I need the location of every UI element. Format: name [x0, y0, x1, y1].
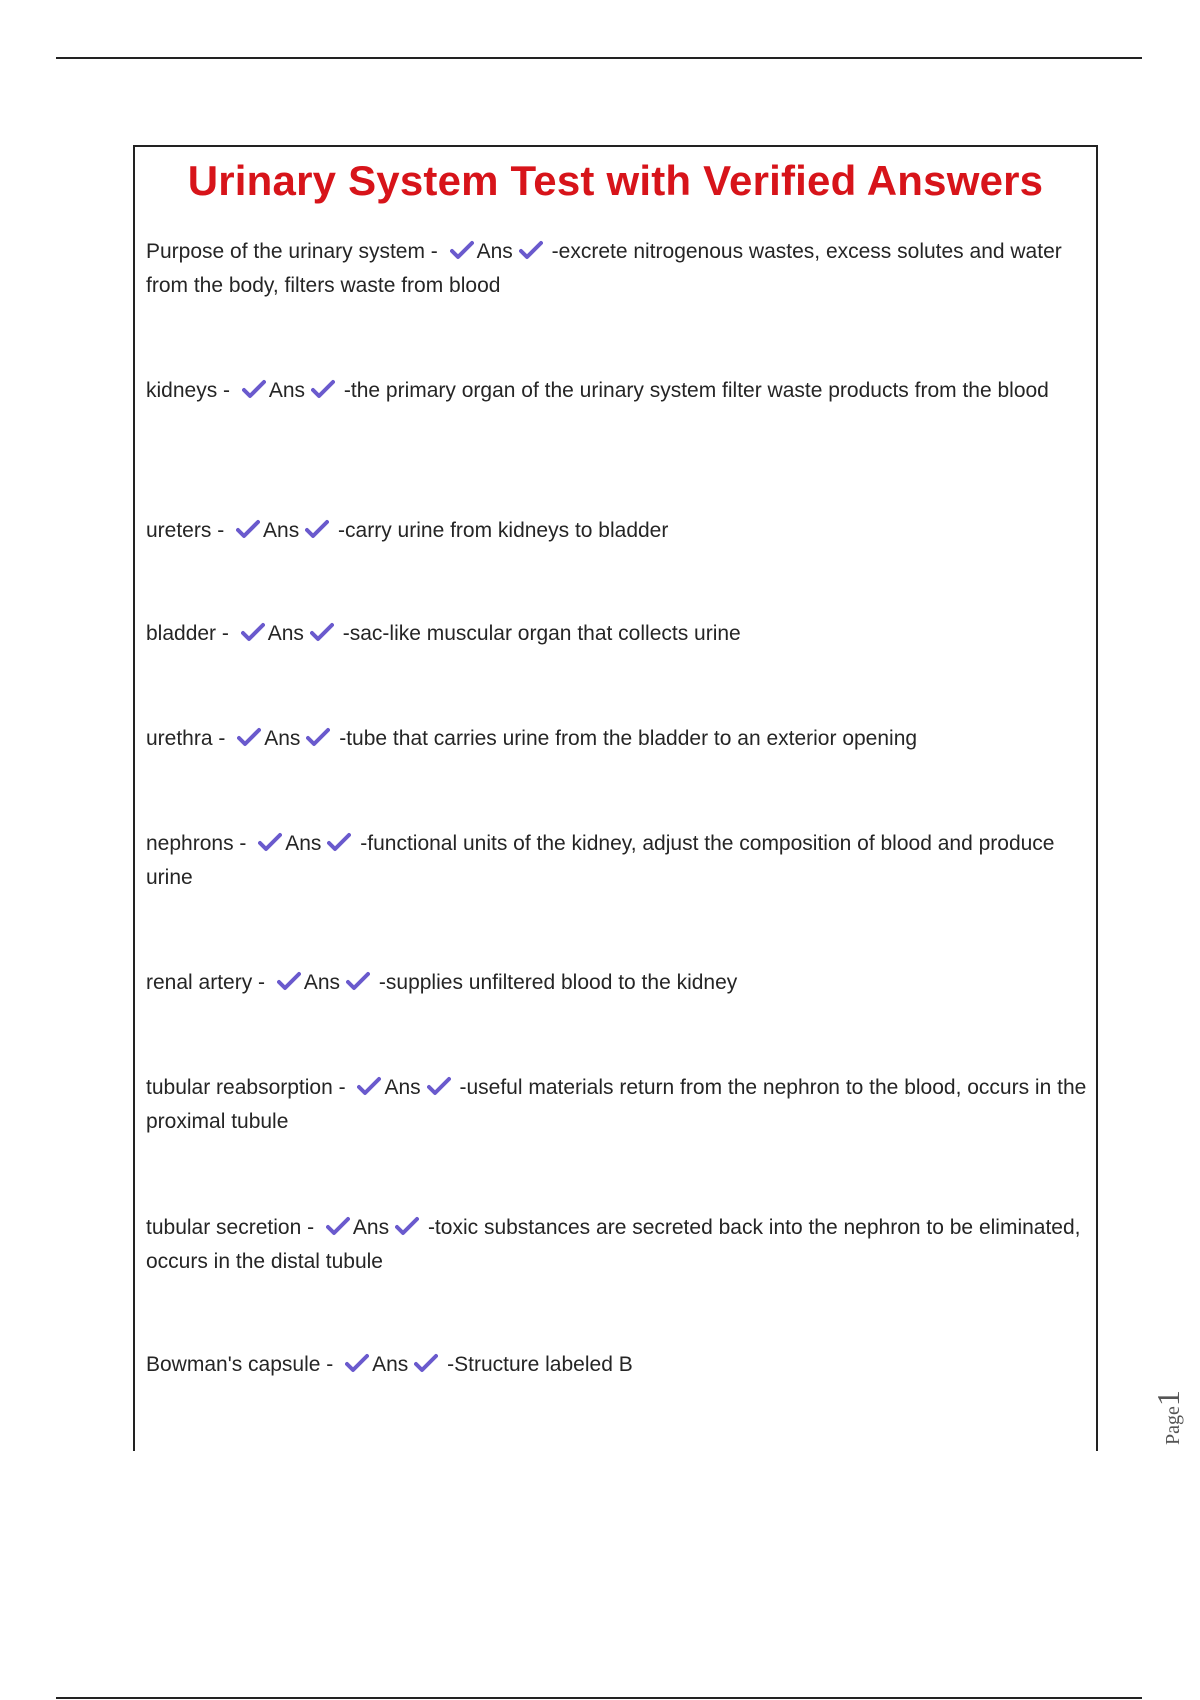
checkmark-icon: [326, 1216, 350, 1236]
qa-term: tubular reabsorption -: [146, 1076, 352, 1099]
qa-term: Purpose of the urinary system -: [146, 240, 444, 263]
qa-item: [146, 514, 1091, 548]
qa-item: [146, 374, 1091, 408]
document-title: Urinary System Test with Verified Answers: [187, 157, 1044, 204]
header-rule: [56, 57, 1142, 59]
checkmark-icon: [346, 971, 370, 991]
qa-item: [146, 827, 1091, 895]
page-number: [1150, 1390, 1187, 1445]
checkmark-icon: [305, 519, 329, 539]
answer-label: Ans: [303, 971, 341, 994]
qa-item: [146, 1211, 1091, 1279]
checkmark-icon: [237, 727, 261, 747]
answer-label: Ans: [352, 1216, 390, 1239]
qa-term: ureters -: [146, 519, 231, 542]
qa-answer: -tube that carries urine from the bladder to an exterior opening: [333, 727, 918, 750]
qa-answer: -supplies unfiltered blood to the kidney: [373, 971, 738, 994]
qa-answer: -functional units of the kidney, adjust the composition of blood and produce urine: [146, 832, 1055, 889]
qa-term: tubular secretion -: [146, 1216, 320, 1239]
qa-item: [146, 722, 1091, 756]
qa-item: [146, 617, 1091, 651]
qa-term: kidneys -: [146, 379, 236, 402]
checkmark-icon: [357, 1076, 381, 1096]
qa-answer: -excrete nitrogenous wastes, excess solutes and water from the body, filters waste from blood: [146, 240, 1062, 297]
checkmark-icon: [277, 971, 301, 991]
qa-item: [146, 966, 1091, 1000]
answer-label: Ans: [264, 727, 301, 750]
footer-rule: [56, 1697, 1142, 1699]
qa-item: [146, 1348, 1091, 1382]
checkmark-icon: [327, 832, 351, 852]
answer-label: Ans: [267, 622, 304, 645]
checkmark-icon: [306, 727, 330, 747]
checkmark-icon: [450, 240, 474, 260]
checkmark-icon: [345, 1353, 369, 1373]
answer-label: Ans: [285, 832, 322, 855]
qa-term: renal artery -: [146, 971, 271, 994]
qa-term: bladder -: [146, 622, 235, 645]
checkmark-icon: [241, 622, 265, 642]
qa-term: urethra -: [146, 727, 232, 750]
qa-term: nephrons -: [146, 832, 253, 855]
checkmark-icon: [242, 379, 266, 399]
qa-term: Bowman's capsule -: [146, 1353, 340, 1376]
qa-answer: -carry urine from kidneys to bladder: [332, 519, 669, 542]
page-number-value: 1: [1150, 1390, 1186, 1407]
checkmark-icon: [236, 519, 260, 539]
checkmark-icon: [395, 1216, 419, 1236]
checkmark-icon: [258, 832, 282, 852]
qa-answer: -useful materials return from the nephron to the blood, occurs in the proximal tubule: [146, 1076, 1087, 1133]
qa-answer: -sac-like muscular organ that collects urine: [336, 622, 741, 645]
answer-label: Ans: [476, 240, 513, 263]
checkmark-icon: [414, 1353, 438, 1373]
qa-answer: -Structure labeled B: [441, 1353, 633, 1376]
answer-label: Ans: [372, 1353, 409, 1376]
qa-answer: -the primary organ of the urinary system filter waste products from the blood: [338, 379, 1049, 402]
checkmark-icon: [311, 379, 335, 399]
checkmark-icon: [519, 240, 543, 260]
answer-label: Ans: [268, 379, 306, 402]
qa-item: [146, 235, 1091, 303]
page-label: Page: [1162, 1406, 1184, 1445]
answer-label: Ans: [263, 519, 300, 542]
checkmark-icon: [427, 1076, 451, 1096]
checkmark-icon: [310, 622, 334, 642]
answer-label: Ans: [384, 1076, 421, 1099]
qa-item: [146, 1071, 1091, 1139]
qa-answer: -toxic substances are secreted back into the nephron to be eliminated, occurs in the distal tubule: [146, 1216, 1081, 1273]
